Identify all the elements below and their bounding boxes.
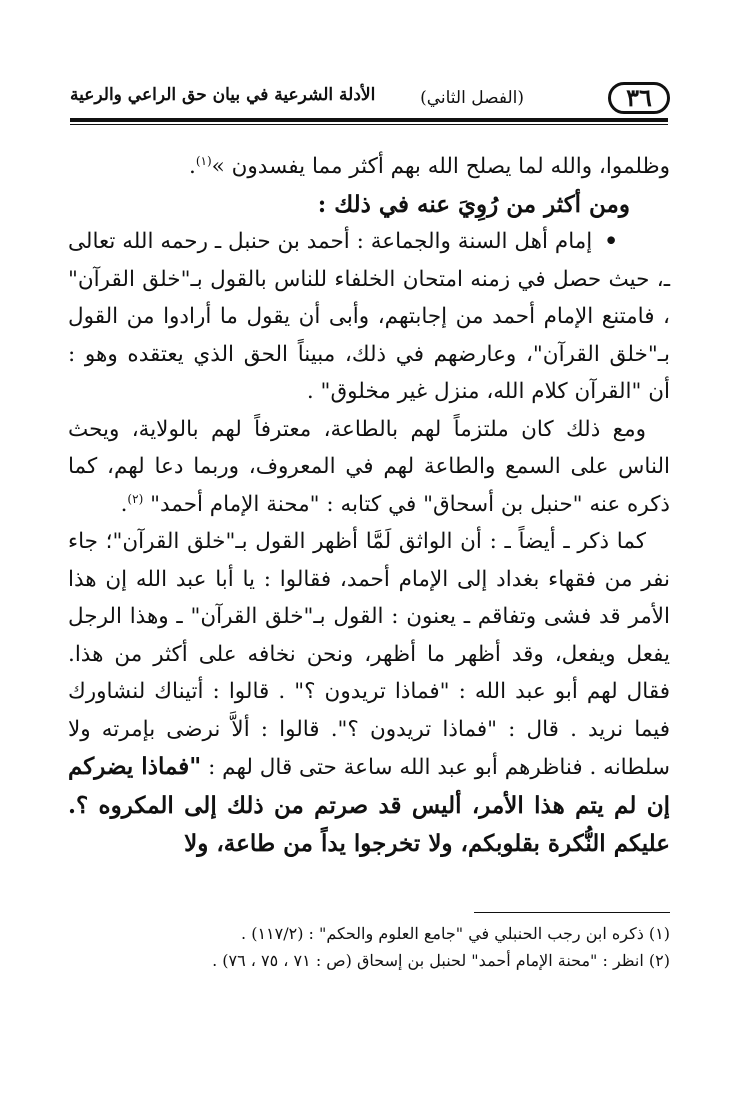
main-text: [68, 148, 670, 864]
footnotes: [68, 920, 670, 974]
header-rule-thick: [70, 118, 668, 122]
paragraph-2: •إمام أهل السنة والجماعة : أحمد بن حنبل ـ رحمه الله تعالى ـ، حيث حصل في زمنه امتحان الخلفاء للناس بالقول بـ"خلق القرآن" ، فامتنع الإمام أحمد من إجابتهم، وأبى أن يقول ما أرادوا من القول بـ"خلق القرآن"، وعارضهم في ذلك، مبيناً الحق الذي يعتقده وهو : أن "القرآن كلام الله، منزل غير مخلوق" .: [68, 223, 670, 411]
paragraph-1: وظلموا، والله لما يصلح الله بهم أكثر مما يفسدون »$^{(١)}$.: [188, 153, 670, 179]
book-title: الأدلة الشرعية في بيان حق الراعي والرعية: [70, 85, 376, 105]
chapter-label: (الفصل الثاني): [420, 88, 524, 108]
paragraph-4: كما ذكر ـ أيضاً ـ : أن الواثق لَمَّا أظهر القول بـ"خلق القرآن"؛ جاء نفر من فقهاء بغداد إلى الإمام أحمد، فقالوا : يا أبا عبد الله إن هذا الأمر قد فشى وتفاقم ـ يعنون : القول بـ"خلق القرآن" ـ وهذا الرجل يفعل ويفعل، وقد أظهر ما أظهر، ونحن نخافه على أكثر من هذا. فقال لهم أبو عبد الله : "فماذا تريدون ؟" . قالوا : أتيناك لنشاورك فيما نريد . قال : "فماذا تريدون ؟". قالوا : ألاَّ نرضى بإمرته ولا سلطانه . فناظرهم أبو عبد الله ساعة حتى قال لهم : "فماذا يضركم إن لم يتم هذا الأمر، أليس قد صرتم من ذلك إلى المكروه ؟. عليكم النُّكرة بقلوبكم، ولا تخرجوا يداً من طاعة، ولا: [68, 529, 670, 857]
header-rule-thin: [70, 124, 668, 125]
footnote-ref-1: (١): [195, 153, 212, 168]
page-number: ٣٦: [608, 82, 670, 114]
page-header: [70, 82, 670, 116]
footnote-ref-2: (٢): [127, 491, 144, 506]
paragraph-3: ومع ذلك كان ملتزماً لهم بالطاعة، معترفاً لهم بالولاية، ويحث الناس على السمع والطاعة لهم في المعروف، وربما دعا لهم، كما ذكره عنه "حنبل بن أسحاق" في كتابه : "محنة الإمام أحمد" $^{(٢)}$.: [68, 416, 670, 517]
bold-quote: "فماذا يضركم إن لم يتم هذا الأمر، أليس قد صرتم من ذلك إلى المكروه ؟. عليكم النُّكرة بقلوبكم، ولا تخرجوا يداً من طاعة، ولا: [68, 753, 670, 857]
footnote-1: (١) ذكره ابن رجب الحنبلي في "جامع العلوم والحكم" : (١١٧/٢) .: [241, 924, 670, 943]
bullet-icon: •: [604, 229, 618, 254]
footnote-divider: [474, 912, 670, 913]
footnote-2: (٢) انظر : "محنة الإمام أحمد" لحنبل بن إسحاق (ص : ٧١ ، ٧٥ ، ٧٦) .: [212, 951, 670, 970]
section-heading: ومن أكثر من رُوِيَ عنه في ذلك :: [317, 190, 630, 218]
